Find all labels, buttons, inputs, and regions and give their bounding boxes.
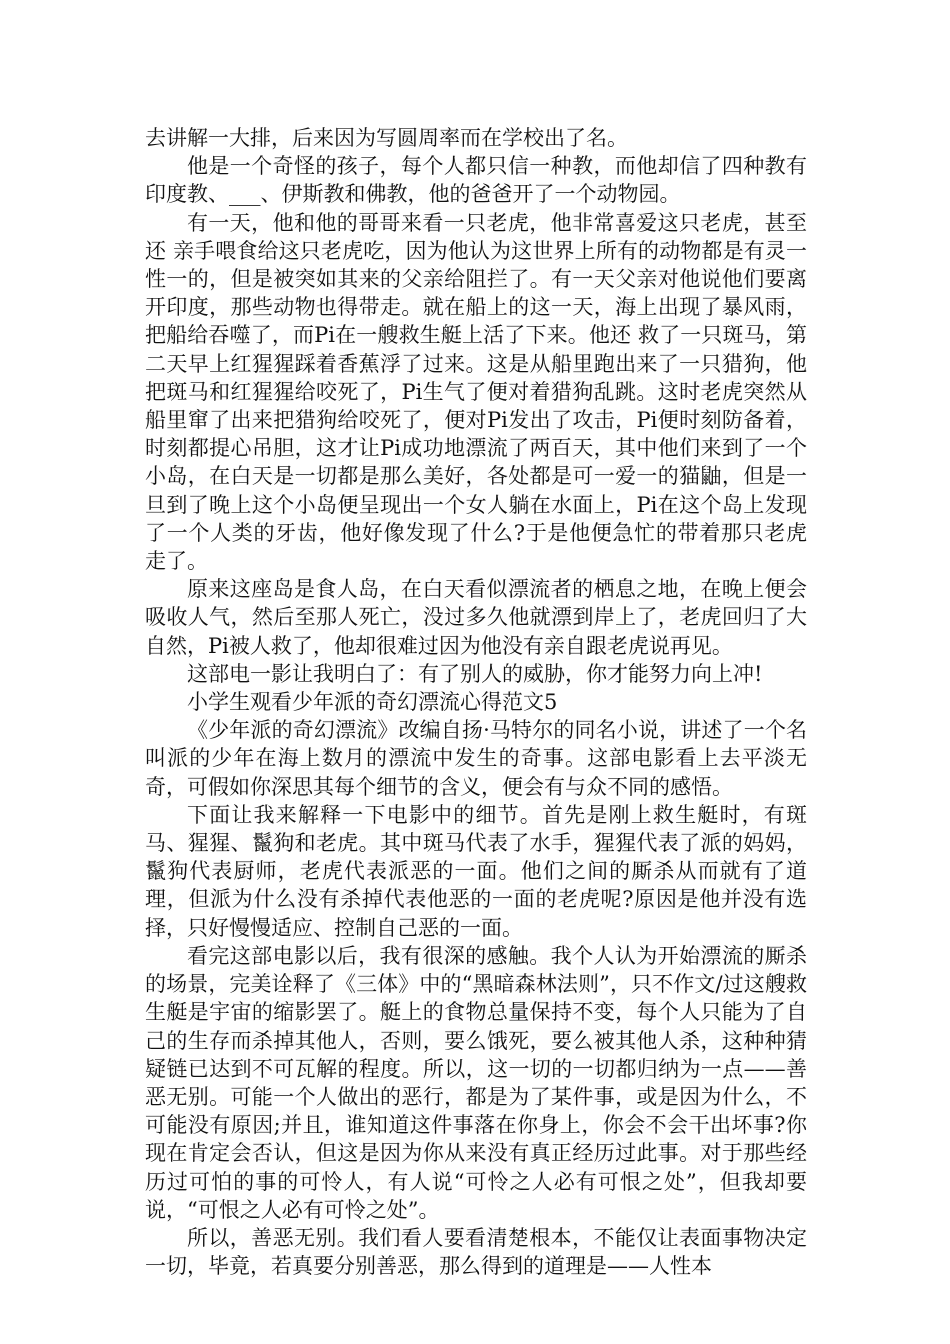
paragraph-4: 原来这座岛是食人岛，在白天看似漂流者的栖息之地，在晚上便会吸收人气，然后至那人死亡，没过多久他就漂到岸上了，老虎回归了大自然，Pi被人救了，他却很难过因为他没有亲自跟老虎说再见。: [145, 577, 807, 658]
section-heading: 小学生观看少年派的奇幻漂流心得范文5: [187, 690, 558, 715]
document-body: [145, 124, 807, 1280]
paragraph-9: 看完这部电影以后，我有很深的感触。我个人认为开始漂流的厮杀的场景，完美诠释了《三体》中的“黑暗森林法则”，只不作文/过这艘救生艇是宇宙的缩影罢了。艇上的食物总量保持不变，每个人只能为了自己的生存而杀掉其他人，否则，要么饿死，要么被其他人杀，这种种猜疑链已达到不可瓦解的程度。所以，这一切的一切都归纳为一点——善恶无别。可能一个人做出的恶行，都是为了某件事，或是因为什么，不可能没有原因;并且，谁知道这件事落在你身上，你会不会干出坏事?你现在肯定会否认，但这是因为你从来没有真正经历过此事。对于那些经历过可怕的事的可怜人，有人说“可怜之人必有可恨之处”，但我却要说，“可恨之人必有可怜之处”。: [145, 943, 807, 1222]
paragraph-8: 下面让我来解释一下电影中的细节。首先是刚上救生艇时，有斑马、猩猩、鬣狗和老虎。其中斑马代表了水手，猩猩代表了派的妈妈，鬣狗代表厨师，老虎代表派恶的一面。他们之间的厮杀从而就有了道理，但派为什么没有杀掉代表他恶的一面的老虎呢?原因是他并没有选择，只好慢慢适应、控制自己恶的一面。: [145, 802, 807, 940]
paragraph-2: 他是一个奇怪的孩子，每个人都只信一种教，而他却信了四种教有印度教、___、伊斯教和佛教，他的爸爸开了一个动物园。: [145, 154, 807, 207]
paragraph-1: 去讲解一大排，后来因为写圆周率而在学校出了名。: [145, 126, 628, 150]
paragraph-3: 有一天，他和他的哥哥来看一只老虎，他非常喜爱这只老虎，甚至还 亲手喂食给这只老虎吃，因为他认为这世界上所有的动物都是有灵一性一的，但是被突如其来的父亲给阻拦了。有一天父亲对他说他们要离开印度，那些动物也得带走。就在船上的这一天，海上出现了暴风雨，把船给吞噬了，而Pi在一艘救生艇上活了下来。他还 救了一只斑马，第二天早上红猩猩踩着香蕉浮了过来。这是从船里跑出来了一只猎狗，他把斑马和红猩猩给咬死了，Pi生气了便对着猎狗乱跳。这时老虎突然从船里窜了出来把猎狗给咬死了，便对Pi发出了攻击，Pi便时刻防备着，时刻都提心吊胆，这才让Pi成功地漂流了两百天，其中他们来到了一个小岛，在白天是一切都是那么美好，各处都是可一爱一的猫鼬，但是一旦到了晚上这个小岛便呈现出一个女人躺在水面上，Pi在这个岛上发现了一个人类的牙齿，他好像发现了什么?于是他便急忙的带着那只老虎走了。: [145, 210, 807, 574]
paragraph-7: 《少年派的奇幻漂流》改编自扬·马特尔的同名小说，讲述了一个名叫派的少年在海上数月的漂流中发生的奇事。这部电影看上去平淡无奇，可假如你深思其每个细节的含义，便会有与众不同的感悟。: [145, 718, 807, 799]
paragraph-5: 这部电一影让我明白了：有了别人的威胁，你才能努力向上冲!: [187, 661, 763, 686]
paragraph-10: 所以，善恶无别。我们看人要看清楚根本，不能仅让表面事物决定一切，毕竟，若真要分别善恶，那么得到的道理是——人性本: [145, 1225, 807, 1279]
